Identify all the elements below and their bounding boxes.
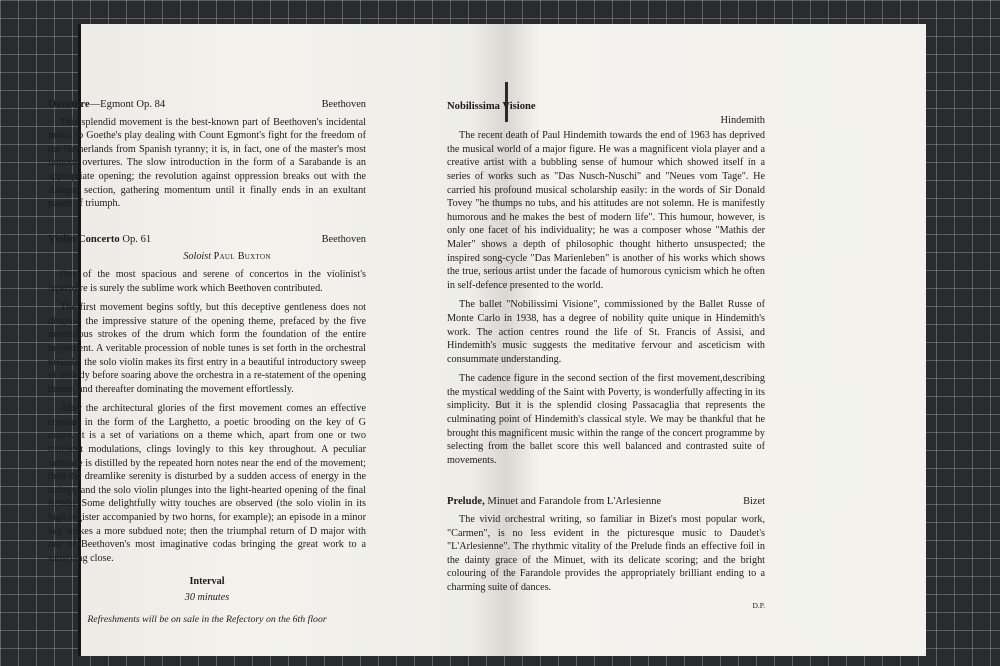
author-initials: D.P. (752, 600, 765, 610)
nobilissima-paragraph-3: The cadence figure in the second section of the first movement,describing the mystical wedding of the Saint with Poverty, is wonderfully affecting in its simplicity. But it is the splendid closing Passacaglia that represents the culminating point of Hindemith's classical style. We may be thankful that he brought this magnificent music within the range of the concert programme by selecting from the ballet score this well balanced and contrasted suite of movements. (447, 373, 765, 466)
prelude-section (447, 495, 765, 612)
nobilissima-section (447, 100, 765, 467)
interval-title: Interval (189, 576, 225, 588)
soloist-label: Soloist (183, 251, 212, 263)
nobilissima-paragraph-2: The ballet "Nobilissimi Visione", commissioned by the Ballet Russe of Monte Carlo in 1938, has a degree of nobility quite unique in Hindemith's work. The action centres round the life of St. Francis of Assisi, and Hindemith's music suggests the meditative fervour and asceticism with consummate understanding. (447, 299, 765, 365)
refreshments-note: Refreshments will be on sale in the Refectory on the 6th floor (87, 613, 327, 625)
nobilissima-composer: Hindemith (720, 114, 765, 126)
violin-concerto-paragraph-2: The first movement begins softly, but this deceptive gentleness does not disguise the impressive stature of the opening theme, prefaced by the five mysterious strokes of the drum which form the foundation of the entire movement. A veritable procession of noble tunes is set forth in the orchestral prelude; the solo violin makes its first entry in a beautiful introductory sweep of melody before soaring above the orchestra in a re-statement of the opening theme, and thereafter dominating the movement effortlessly. (48, 302, 366, 395)
soloist-name: Paul Buxton (213, 251, 271, 263)
violin-concerto-section (48, 233, 366, 566)
violin-concerto-subtitle: Op. 61 (119, 233, 152, 245)
prelude-text: The vivid orchestral writing, so familiar in Bizet's most popular work, "Carmen", is no less evident in the picturesque music to Daudet's "L'Arlesienne". The rhythmic vitality of the Prelude finds an effective foil in the dainty grace of the Minuet, with its delicate scoring; and the bright colouring of the Farandole provides the appropriately brilliant ending to a charming suite of dances. (447, 514, 765, 593)
overture-heading (48, 98, 366, 112)
prelude-subtitle: Minuet and Farandole from L'Arlesienne (484, 496, 662, 508)
prelude-title-text: Prelude, (447, 496, 485, 508)
prelude-composer: Bizet (743, 496, 765, 508)
overture-subtitle: —Egmont Op. 84 (89, 99, 166, 110)
violin-concerto-paragraph-1: One of the most spacious and serene of concertos in the violinist's repertoire is surely the sublime work which Beethoven contributed. (48, 268, 366, 294)
overture-text: This splendid movement is the best-known part of Beethoven's incidental music to Goethe's play dealing with Count Egmont's fight for the freedom of the Netherlands from Spanish tyranny; it is, in fact, one of the master's most famous overtures. The slow introduction in the form of a Sarabande is an appropriate opening; the revolution against oppression breaks out with the Allegro section, gathering momentum until it finally ends in an exultant paean of triumph. (48, 116, 366, 210)
overture-title (48, 98, 165, 112)
interval-section (48, 575, 366, 626)
overture-section (48, 98, 366, 211)
violin-concerto-composer: Beethoven (321, 233, 366, 245)
interval-time: 30 minutes (184, 592, 230, 603)
prelude-heading (447, 495, 765, 509)
nobilissima-title: Nobilissima Visione (447, 101, 536, 112)
overture-title-text: Overture (48, 99, 90, 110)
violin-concerto-heading (48, 233, 366, 247)
violin-concerto-title (48, 233, 151, 247)
soloist-line (88, 250, 366, 264)
violin-concerto-title-text: Violin Concerto (48, 233, 120, 245)
prelude-title (447, 495, 661, 509)
right-page-content (447, 100, 765, 612)
nobilissima-paragraph-1: The recent death of Paul Hindemith towards the end of 1963 has deprived the musical world of a major figure. He was a magnificent viola player and a creative artist with a bubbling sense of humour which showed itself in a series of works such as "Das Nusch-Nuschi" and "Neues vom Tage". He carried his profound musical scholarship easily: in the words of Sir Donald Tovey "he thumps no tubs, and his attitudes are not solemn. He is manifestly humorous and he makes the best of modern life". This humour, however, is only one facet of his individuality; he was a composer whose "Mathis der Maler" shows a depth of philosophic thought hitherto unsuspected; the inspired song-cycle "Das Marienleben" is another of his works which shows the true, serious artist under the facade of humorous cynicism which he often in self-defence presented to the world. (447, 130, 765, 291)
overture-composer: Beethoven (321, 99, 366, 110)
left-page-content (48, 98, 366, 626)
violin-concerto-paragraph-3: After the architectural glories of the first movement comes an effective contrast in the form of the Larghetto, a poetic brooding on the key of G major. It is a set of variations on a theme which, apart from one or two transient modulations, clings lovingly to this key throughout. A peculiar radiance is distilled by the repeated horn notes near the end of the movement; then the dreamlike serenity is disturbed by a sudden access of energy in the strings, and the solo violin plunges into the light-hearted opening of the final Rondo. Some delightfully witty touches are observed (the solo violin in its high register accompanied by two horns, for example); an episode in a minor key strikes a more subdued note; then the triumphal return of D major with one of Beethoven's most imaginative codas bringing the great work to a satisfying close. (48, 403, 366, 564)
